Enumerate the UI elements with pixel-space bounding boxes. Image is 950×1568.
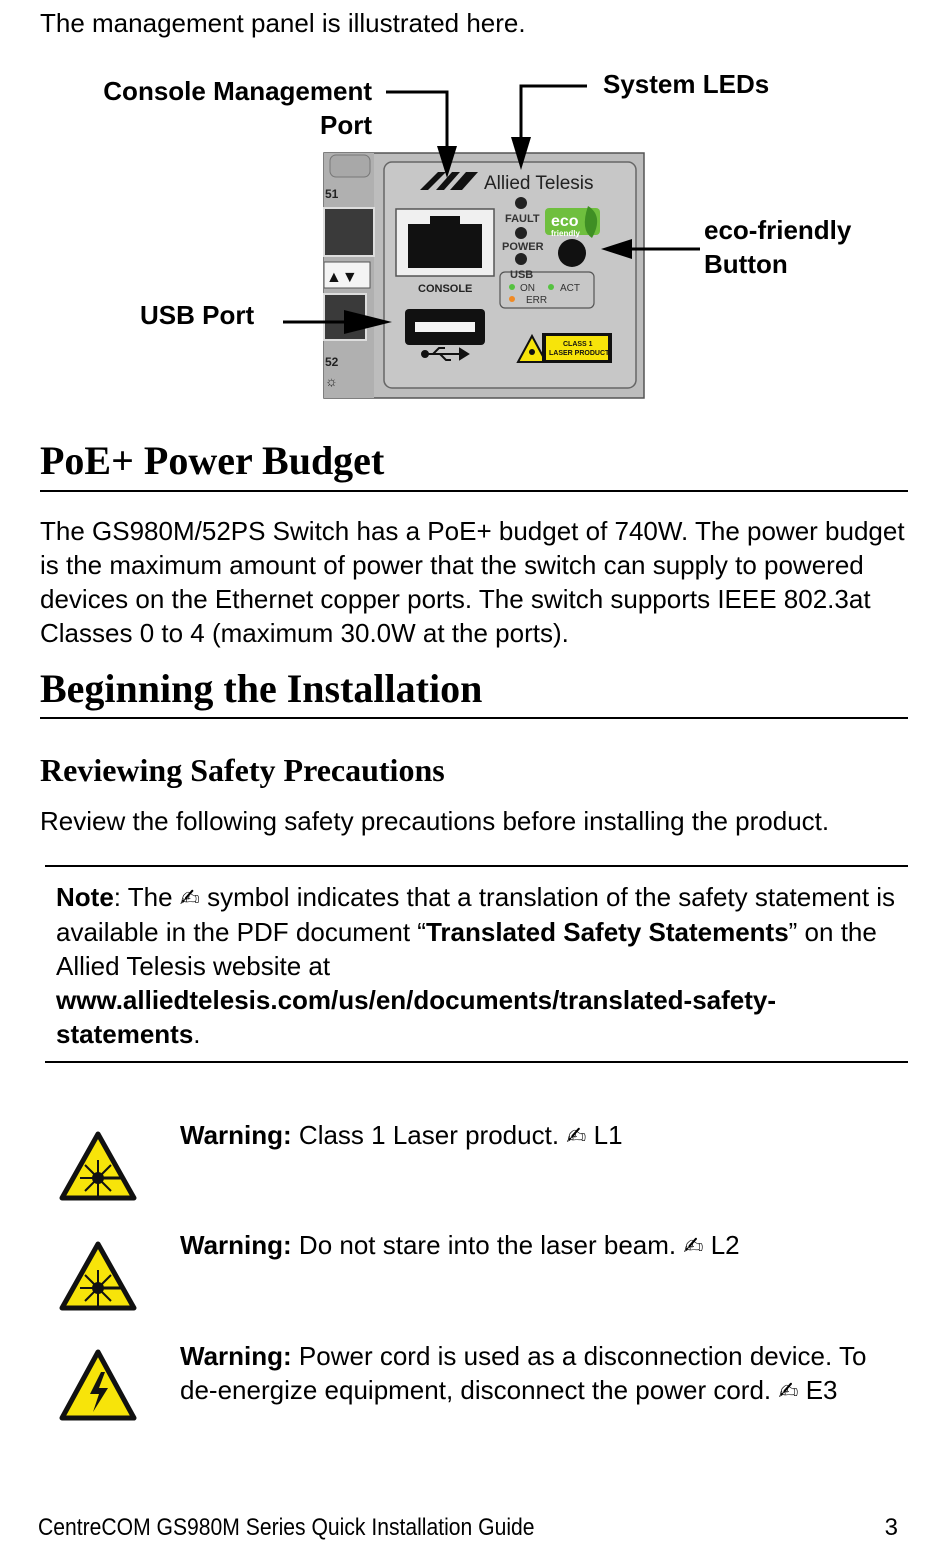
translation-symbol-icon: ✍: [778, 1377, 799, 1405]
warning-1-text: Class 1 Laser product.: [291, 1120, 567, 1150]
note-bottom-rule: [45, 1061, 908, 1063]
warning-2-label: Warning:: [180, 1230, 292, 1260]
note-text-3: ” on the Allied Telesis website at: [56, 917, 877, 981]
warning-3: [180, 1339, 910, 1408]
callout-eco-line2: Button: [704, 249, 788, 279]
callout-usb-port: USB Port: [140, 300, 255, 330]
safety-paragraph: Review the following safety precautions before installing the product.: [40, 806, 830, 836]
callout-eco-line1: eco-friendly: [704, 215, 852, 245]
note-doc-title: Translated Safety Statements: [425, 917, 789, 947]
translation-symbol-icon: ✍: [683, 1232, 704, 1260]
warning-3-label: Warning:: [180, 1341, 292, 1371]
laser-warning-icon: [58, 1240, 138, 1312]
laser-class-line1: CLASS 1: [563, 341, 593, 348]
warning-2: [180, 1228, 910, 1263]
note-label: Note: [56, 882, 114, 912]
electrical-hazard-icon: [58, 1348, 138, 1422]
poe-paragraph: The GS980M/52PS Switch has a PoE+ budget of 740W. The power budget is the maximum amount of power that the switch can supply to powered devices on the Ethernet copper ports. The switch supports IEEE 802.3at Classes 0 to 4 (maximum 30.0W at the ports).: [40, 516, 905, 648]
note-top-rule: [45, 865, 908, 867]
eco-label: eco: [551, 213, 579, 230]
brand-name: Allied Telesis: [484, 173, 594, 194]
svg-text:☼: ☼: [325, 373, 338, 389]
note-text-4: .: [193, 1019, 201, 1049]
power-led: [515, 227, 527, 239]
port-label-51: 51: [325, 187, 339, 201]
callout-system-leds: System LEDs: [603, 69, 770, 99]
note-block: [56, 880, 896, 1051]
footer-title: CentreCOM GS980M Series Quick Installation Guide: [38, 1514, 535, 1541]
intro-text: The management panel is illustrated here.: [40, 8, 526, 38]
warning-2-text: Do not stare into the laser beam.: [291, 1230, 684, 1260]
installation-heading: Beginning the Installation: [40, 666, 483, 711]
usb-led-label: USB: [510, 269, 534, 281]
act-led: [548, 284, 554, 290]
fault-led: [515, 197, 527, 209]
port-arrows: ▲▼: [326, 269, 358, 286]
management-panel-illustration: [0, 0, 950, 420]
laser-warning-icon: [58, 1130, 138, 1202]
installation-heading-rule: [40, 717, 908, 719]
warning-3-code: E3: [805, 1375, 838, 1405]
port-label-52: 52: [325, 355, 339, 369]
on-label: ON: [520, 283, 535, 294]
translation-symbol-icon: ✍: [566, 1122, 587, 1150]
warning-3-text: Power cord is used as a disconnection device. To de-energize equipment, disconnect the power cord.: [180, 1341, 867, 1405]
usb-led: [515, 253, 527, 265]
poe-heading-rule: [40, 490, 908, 492]
warning-1-label: Warning:: [180, 1120, 292, 1150]
power-label: POWER: [502, 241, 544, 253]
safety-heading: Reviewing Safety Precautions: [40, 752, 445, 788]
callout-console-line1: Console Management: [103, 76, 372, 106]
err-led: [509, 296, 515, 302]
on-led: [509, 284, 515, 290]
warning-2-code: L2: [710, 1230, 740, 1260]
note-url[interactable]: www.alliedtelesis.com/us/en/documents/translated-safety-statements: [56, 985, 777, 1049]
act-label: ACT: [560, 283, 580, 294]
warning-1-code: L1: [593, 1120, 623, 1150]
eco-button: [558, 239, 586, 267]
note-text-2: symbol indicates that a translation of the safety statement is available in the PDF document “: [56, 882, 896, 947]
console-label: CONSOLE: [418, 283, 473, 295]
eco-sublabel: friendly: [551, 229, 580, 238]
page-number: 3: [884, 1514, 898, 1541]
err-label: ERR: [526, 295, 548, 306]
note-text-1: : The: [113, 882, 180, 912]
laser-class-line2: LASER PRODUCT: [549, 350, 610, 357]
sfp-port-top: [324, 208, 374, 256]
warning-1: [180, 1118, 910, 1153]
poe-heading: PoE+ Power Budget: [40, 438, 385, 483]
translation-symbol-icon: ✍: [179, 884, 200, 912]
fault-label: FAULT: [505, 213, 540, 225]
callout-console-line2: Port: [320, 110, 372, 140]
